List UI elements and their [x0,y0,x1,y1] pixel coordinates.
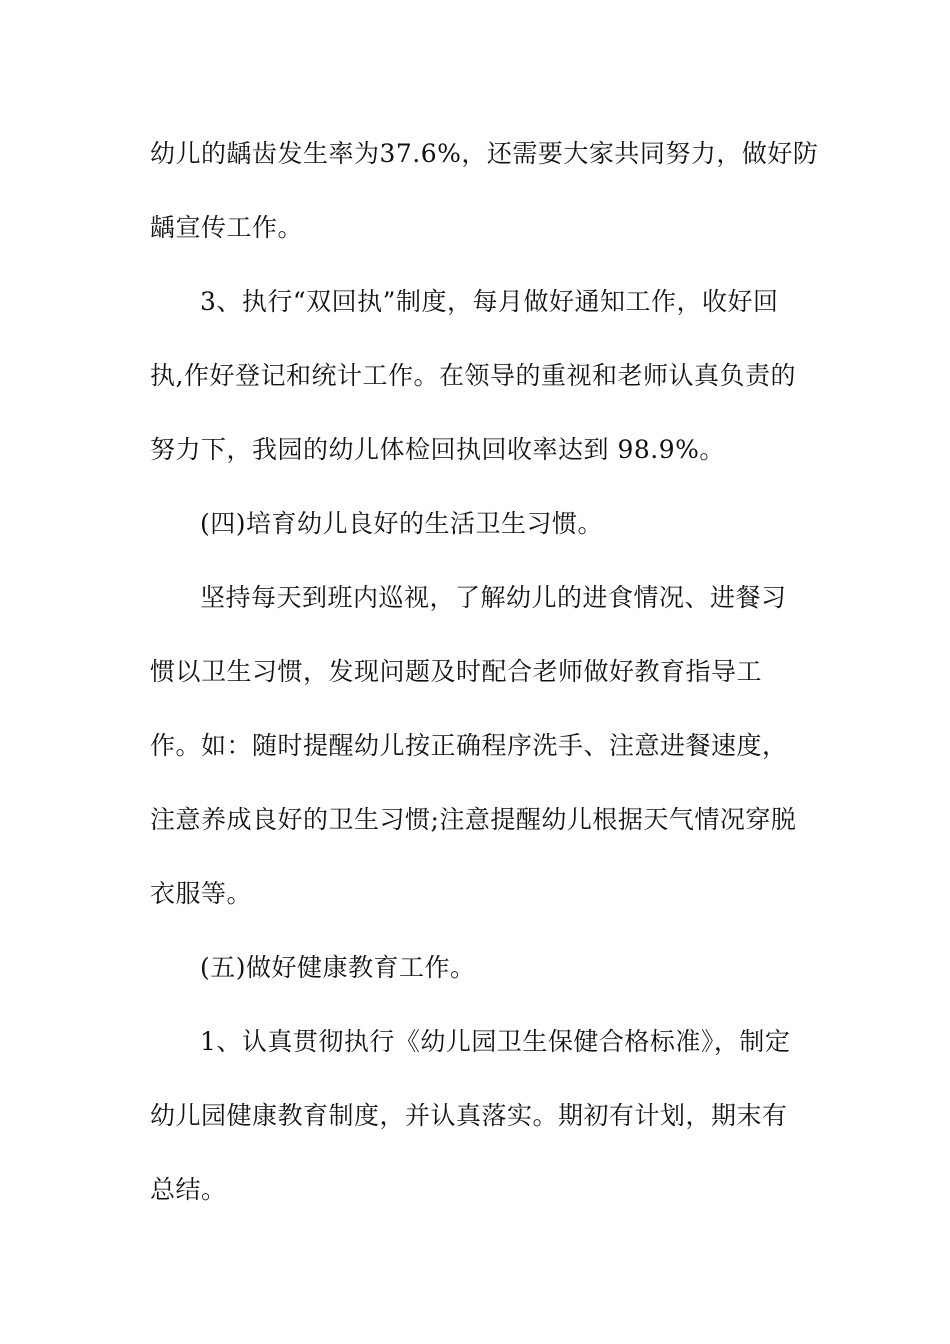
text-line: 龋宣传工作。 [150,213,304,242]
text-line: 幼儿园健康教育制度，并认真落实。期初有计划，期末有 [150,1101,788,1130]
text-line: 惯以卫生习惯，发现问题及时配合老师做好教育指导工 [150,657,763,686]
paragraph-start-line: 3、执行“双回执”制度，每月做好通知工作，收好回 [200,287,779,316]
paragraph-start-line: 1、认真贯彻执行《幼儿园卫生保健合格标准》，制定 [200,1027,791,1056]
text-line: 作。如：随时提醒幼儿按正确程序洗手、注意进餐速度， [150,731,788,760]
text-line: 幼儿的龋齿发生率为37.6%，还需要大家共同努力，做好防 [150,139,819,168]
section-heading: (五)做好健康教育工作。 [200,953,476,982]
text-line: 执,作好登记和统计工作。在领导的重视和老师认真负责的 [150,361,796,390]
text-line: 衣服等。 [150,879,253,908]
text-line: 注意养成良好的卫生习惯;注意提醒幼儿根据天气情况穿脱 [150,805,797,834]
text-line: 总结。 [150,1175,227,1204]
section-heading: (四)培育幼儿良好的生活卫生习惯。 [200,509,604,538]
paragraph-start-line: 坚持每天到班内巡视，了解幼儿的进食情况、进餐习 [200,583,787,612]
text-line: 努力下，我园的幼儿体检回执回收率达到 98.9%。 [150,435,725,464]
